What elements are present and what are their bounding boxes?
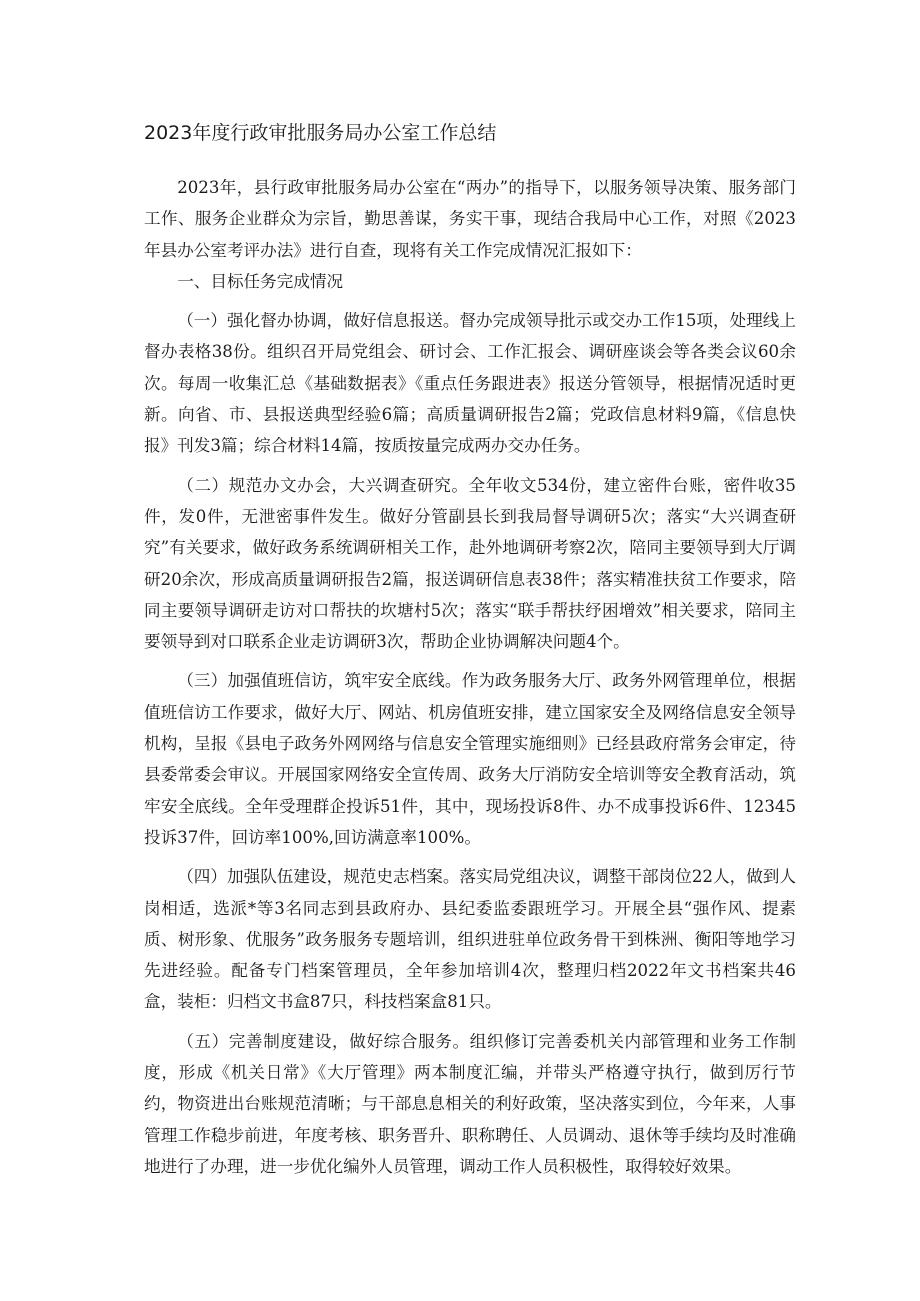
- paragraph-4: （四）加强队伍建设，规范史志档案。落实局党组决议，调整干部岗位22人，做到人岗相适，选派*等3名同志到县政府办、县纪委监委跟班学习。开展全县“强作风、提素质、树形象、优服务”政务服务专题培训，组织进驻单位政务骨干到株洲、衡阳等地学习先进经验。配备专门档案管理员，全年参加培训4次，整理归档2022年文书档案共46盒，装柜：归档文书盒87只，科技档案盒81只。: [144, 867, 796, 1012]
- paragraph-1: （一）强化督办协调，做好信息报送。督办完成领导批示或交办工作15项，处理线上督办表格38份。组织召开局党组会、研讨会、工作汇报会、调研座谈会等各类会议60余次。每周一收集汇总《基础数据表》《重点任务跟进表》报送分管领导，根据情况适时更新。向省、市、县报送典型经验6篇；高质量调研报告2篇；党政信息材料9篇，《信息快报》刊发3篇；综合材料14篇，按质按量完成两办交办任务。: [144, 311, 796, 456]
- section-heading: 一、目标任务完成情况: [177, 271, 344, 291]
- document-body: [144, 172, 796, 1182]
- intro-paragraph: 2023年，县行政审批服务局办公室在“两办”的指导下，以服务领导决策、服务部门工作、服务企业群众为宗旨，勤思善谋，务实干事，现结合我局中心工作，对照《2023年县办公室考评办法》进行自查，现将有关工作完成情况汇报如下：: [144, 178, 796, 260]
- paragraph-5: （五）完善制度建设，做好综合服务。组织修订完善委机关内部管理和业务工作制度，形成《机关日常》《大厅管理》两本制度汇编，并带头严格遵守执行，做到厉行节约，物资进出台账规范清晰；与干部息息相关的利好政策，坚决落实到位，今年来，人事管理工作稳步前进，年度考核、职务晋升、职称聘任、人员调动、退休等手续均及时准确地进行了办理，进一步优化编外人员管理，调动工作人员积极性，取得较好效果。: [144, 1031, 796, 1176]
- paragraph-3: （三）加强值班信访，筑牢安全底线。作为政务服务大厅、政务外网管理单位，根据值班信访工作要求，做好大厅、网站、机房值班安排，建立国家安全及网络信息安全领导机构，呈报《县电子政务外网网络与信息安全管理实施细则》已经县政府常务会审定，待县委常委会审议。开展国家网络安全宣传周、政务大厅消防安全培训等安全教育活动，筑牢安全底线。全年受理群企投诉51件，其中，现场投诉8件、办不成事投诉6件、12345投诉37件，回访率100%,回访满意率100%。: [144, 671, 796, 847]
- paragraph-2: （二）规范办文办会，大兴调查研究。全年收文534份，建立密件台账，密件收35件，发0件，无泄密事件发生。做好分管副县长到我局督导调研5次；落实“大兴调查研究”有关要求，做好政务系统调研相关工作，赴外地调研考察2次，陪同主要领导到大厅调研20余次，形成高质量调研报告2篇，报送调研信息表38件；落实精准扶贫工作要求，陪同主要领导调研走访对口帮扶的坎塘村5次；落实“联手帮扶纾困增效”相关要求，陪同主要领导到对口联系企业走访调研3次，帮助企业协调解决问题4个。: [144, 475, 796, 652]
- document-title: 2023年度行政审批服务局办公室工作总结: [144, 122, 497, 144]
